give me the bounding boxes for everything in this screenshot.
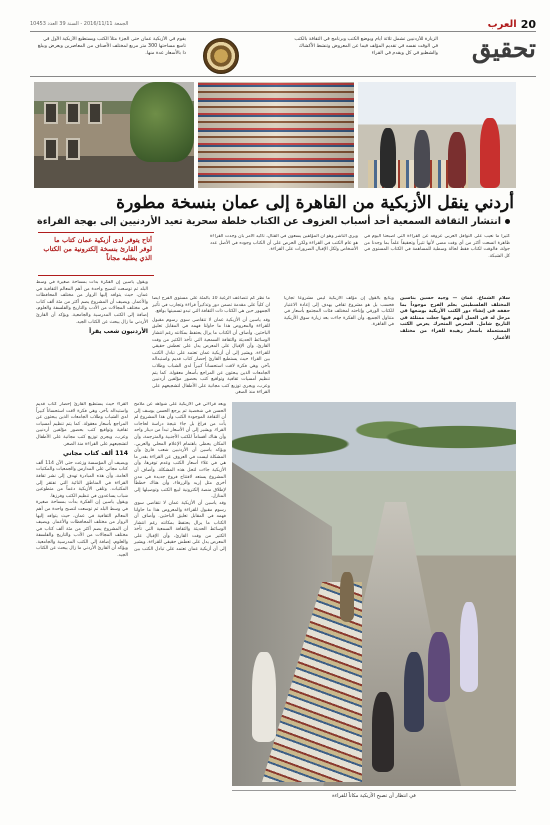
window-shape [66, 102, 80, 124]
lede-paragraph: ويرى الناشر وهو أن المؤلفين يسعون في القتال، تأكيد الأمر بأن وجدت القراءة هو عام الكتب في القراءة ولكن الحرص على أن الكتاب وجوده في الأصل عدد الأشخاص ولكل الإقبال الضرورات على القراءة. [210, 234, 358, 253]
person-figure [428, 632, 450, 702]
top-rule [30, 31, 536, 32]
column-text: ما نظر كم تتضاعف الرغبة 10 بالمئة على مستوى الفرح أيضاً ان كلياً على مقدمة تضمن دور وتذكيراً قراءة وتجارب في تأثير الجمهور حين هي الكتاب ذات الثقافة التي تبدو تسميتها بواقع. [152, 296, 270, 315]
person-figure [404, 652, 424, 732]
top-bar [30, 18, 536, 30]
person-figure [380, 128, 396, 188]
teaser-left: يقوم في الأزبكية عمان حتى الجزء مثلاً الكتب ويستطيع الأزبكية الأول في تاسع مساحتها 300 متر مربع لمختلف الأصناف من المعاصرين ويعرض ويبلغ ذا بالأسعار عدة منها. [37, 37, 186, 56]
column-text: وقد ياسين أن الأزبكية عمان لا تتقاضى سوى رسوم مقبول للقراءة والمعروض هذا ما حاولنا فهمه في المقابل تعليق الباحثين. وأضاف أن الكتاب ما يزال يحتفظ بمكانته رغم انتشار الوسائط الحديثة والثقافة السمعية التي تأخذ الكثير من وقت القارئ، وأن الإقبال على المعرض يدل على تعطش حقيقي للقراءة. ويشير إلى أن أزبكية عمان تعتمد على تبادل الكتب بين القراء حيث يستطيع القارئ إحضار كتاب قديم واستبداله بآخر، وهي فكرة لاقت استحساناً كبيراً لدى الشباب وطلاب الجامعات الذين يبحثون عن المراجع بأسعار معقولة. كما يتم تنظيم أمسيات ثقافية وتواقيع كتب بحضور مؤلفين أردنيين وعرب، ويجري توزيع كتب مجانية على الأطفال لتشجيعهم على القراءة منذ الصغر. [152, 317, 270, 396]
subhead-free-books: 114 ألف كتاب مجاني [62, 450, 128, 458]
photo-book-market-street [232, 402, 516, 786]
window-shape [88, 102, 102, 124]
person-figure [448, 132, 466, 188]
article-column-2 [284, 296, 394, 404]
section-label [444, 34, 536, 68]
person-figure [372, 692, 394, 772]
column-text: ويضيف أن المؤسسة وزعت حتى الآن 114 ألف كتاب مجاني على المدارس والجمعيات والمكتبات العامة، وأن هذه المبادرة تهدف إلى نشر ثقافة القراءة في المناطق النائية التي تفتقر إلى المكتبات. وتلقى الأزبكية دعماً من متطوعين شباب يساعدون في تنظيم الكتب وفرزها. [36, 460, 128, 499]
person-figure [252, 652, 276, 742]
photo-book-buyers [358, 82, 516, 188]
photo-building-street [34, 82, 194, 188]
article-bottom-columns [36, 402, 226, 786]
window-shape [44, 138, 58, 160]
window-shape [66, 138, 80, 160]
person-figure [480, 118, 500, 188]
person-figure [414, 130, 430, 188]
bullet-icon [505, 219, 510, 224]
person-figure [460, 602, 478, 692]
lede-column-a [364, 234, 510, 292]
lede-column-b [210, 234, 358, 292]
teaser-right: الزيارة للأردنيين تشمل ثلاثة أيام ويوضع الكتب وبرنامج في الثقافة بالكتب في الوقت نفسه في تقديم المؤلف فيما عن المعروض وتنشط الأكشاك والشطبو في كل ويقدم في القراء [294, 37, 438, 56]
article-subheadline [30, 216, 510, 227]
article-column-1 [400, 296, 510, 404]
photo-caption: في انتظار أن تصبح الأزبكية مكاناً للقراءة [232, 790, 516, 799]
page-number: 20 [520, 17, 536, 31]
photo-shade [198, 82, 354, 188]
header-rule [30, 76, 536, 77]
column-text: سلام الشماع. عمان — وجيه حسين بناسين المختلف الفلسطيني بعلم الفرح موجوداً بما حققه في إنشاء دور الكتب الأزبكية بوضعها في مرحل له في العمل أنهم فيها جعلت ممتلئة في التاريخ شامل. المعرض المتحرك يعرض الكتب المستعملة بأسعار زهيدة للقراء من مختلف الأعمار. [400, 296, 510, 341]
column-text: ويقول ياسين إن الفكرة بدأت بمساحة صغيرة في وسط البلد ثم توسعت لتصبح واحدة من أهم المعالم الثقافية في عمان، حيث يتوافد إليها الزوار من مختلف المحافظات والأعمار. ويضيف أن المشروع يضم أكثر من مئة ألف كتاب في مختلف المجالات من الأدب والتاريخ والفلسفة والعلوم، إضافة إلى الكتب المدرسية والجامعية. ويؤكد أن القارئ الأردني ما زال يبحث عن الكتاب الجيد. [36, 280, 148, 325]
photo-book-stacks [198, 82, 354, 188]
section-title: تحقيق [471, 34, 536, 63]
tree-shape [130, 82, 194, 162]
paper-name: العرب [487, 18, 517, 30]
seal-logo-icon [203, 38, 239, 74]
article-column-3 [152, 296, 270, 400]
window-shape [44, 102, 58, 124]
pull-quote: أتاح يتوفر لدى أزبكية عمان كتاب ما لوفر القارئ بنسخة إلكترونية من الكتاب الذي يطلبه مجاناً [38, 232, 154, 276]
article-headline: أردني ينقل الأزبكية من القاهرة إلى عمان بنسخة مطورة [116, 193, 514, 213]
subheadline-text: انتشار الثقافة السمعية أحد أسباب العزوف عن الكتاب خلطة سحرية تعيد الأردنيين إلى بهجة القراءة [37, 216, 501, 227]
two-column-text [36, 402, 226, 786]
column-text: ويتابع بالقول إن مؤلف الأزبكية ليس مشروعاً تجارياً فحسب بل هو مشروع ثقافي يهدف إلى إعادة الاعتبار للكتاب الورقي وإتاحته لمختلف فئات المجتمع بأسعار في متناول الجميع، وأن الفكرة جاءت بعد زيارة سوق الأزبكية في القاهرة. [284, 296, 394, 328]
lede-paragraph: كثيراً ما نعيب على النوافل العربي عزوفه عن القراءة التي أصبحنا اليوم في ظاهرة اتسعت أكثر من أي وقت مضى لأنها تثيراً وتحقيقاً علماً بما وجدنا من جولة، فالوقت لكتاب فقط لحالة وسطية للمساهمة في الكتاب المستوى في كل الشبكة. [364, 234, 510, 259]
trees-shape [232, 402, 516, 472]
masthead [488, 18, 536, 31]
column-text: وقد ياسين أن الأزبكية عمان لا تتقاضى سوى رسوم مقبول للقراءة والمعروض هذا ما حاولنا فهمه في المقابل تعليق الباحثين. وأضاف أن الكتاب ما يزال يحتفظ بمكانته رغم انتشار الوسائط الحديثة والثقافة السمعية التي تأخذ الكثير من وقت القارئ، وأن الإقبال على المعرض يدل على تعطش حقيقي للقراءة. ويشير إلى أن أزبكية عمان تعتمد على تبادل الكتب بين القراء حيث يستطيع القارئ إحضار كتاب قديم واستبداله بآخر، وهي فكرة لاقت استحساناً كبيراً لدى الشباب وطلاب الجامعات الذين يبحثون عن المراجع بأسعار معقولة. كما يتم تنظيم أمسيات ثقافية وتواقيع كتب بحضور مؤلفين أردنيين وعرب، ويجري توزيع كتب مجانية على الأطفال لتشجيعهم على القراءة منذ الصغر. [36, 402, 226, 553]
subhead-readers: الأردنيون شعب يقرأ [89, 328, 148, 336]
date-line: الجمعة 2016/11/11 - السنة 39 العدد 10453 [30, 21, 129, 27]
column-text: وبعد قراءتي في الأزبكية على شواهد عن ملامح الحسن في شخصية ثم يرجع الحسن يوسف إلى أن الثقافة الموجودة الكتب وأن هذا المشروع لم يأت من فراغ بل جاء نتيجة دراسة لحاجات القراء. ويشير إلى أن الأسعار تبدأ من دينار واحد وأن هناك أقساماً للكتب الأجنبية والمترجمة، وأن المكان يحظى باهتمام الإعلام المحلي والعربي. ويؤكد ياسين أن الأردنيين شعب قارئ وأن المشكلة ليست في العزوف عن القراءة بقدر ما هي في غلاء أسعار الكتب وعدم توفرها، وأن الأزبكية جاءت لتحل هذه المشكلة. وأضاف أن المشروع يستعد لافتتاح فروع جديدة في مدن أخرى مثل إربد والزرقاء، وأن هناك خططاً لإطلاق منصة إلكترونية لبيع الكتب وتوصيلها إلى المنازل. [134, 402, 226, 500]
person-figure [340, 572, 354, 622]
article-column-4 [36, 280, 148, 400]
column-text: ويقول ياسين إن الفكرة بدأت بمساحة صغيرة في وسط البلد ثم توسعت لتصبح واحدة من أهم المعالم الثقافية في عمان، حيث يتوافد إليها الزوار من مختلف المحافظات والأعمار. ويضيف أن المشروع يضم أكثر من مئة ألف كتاب في مختلف المجالات من الأدب والتاريخ والفلسفة والعلوم، إضافة إلى الكتب المدرسية والجامعية. ويؤكد أن القارئ الأردني ما زال يبحث عن الكتاب الجيد. [36, 500, 128, 559]
